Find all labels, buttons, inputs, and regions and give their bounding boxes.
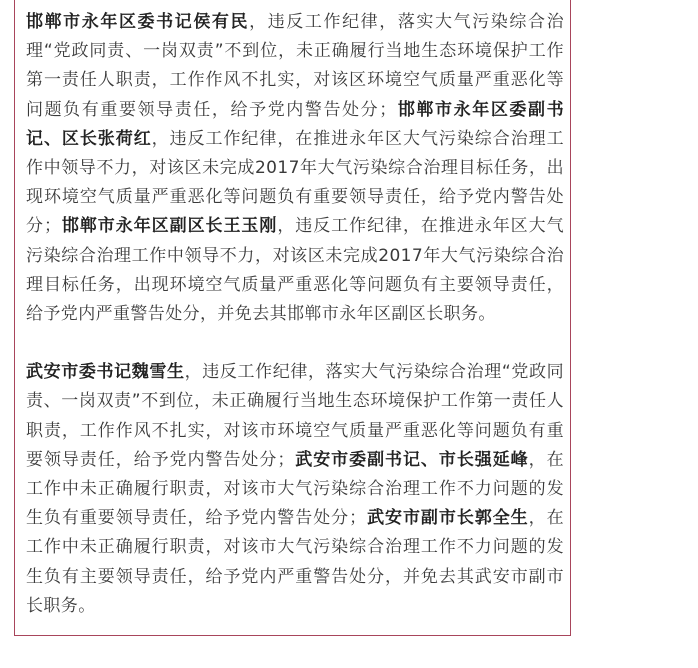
paragraph-wuan bbox=[26, 358, 564, 621]
paragraph-yongnian bbox=[26, 8, 564, 329]
official-name: 武安市副市长郭全生 bbox=[366, 508, 529, 529]
paragraph-text: ，违反工作纪律，落实大气污染综合治理“党政同责、一岗双责”不到位，未正确履行当地生态环境保护工作第一责任人职责，工作作风不扎实，对该区环境空气质量严重恶化等问题负有重要领导责任，给予党内警告处分； bbox=[26, 12, 564, 120]
official-name: 邯郸市永年区委书记侯有民 bbox=[26, 12, 250, 32]
paragraph-text: ，在工作中未正确履行职责，对该市大气污染综合治理工作不力问题的发生负有重要领导责任，给予党内警告处分； bbox=[26, 449, 564, 529]
official-name: 武安市委书记魏雪生 bbox=[26, 362, 185, 383]
paragraph-text: ，违反工作纪律，在推进永年区大气污染综合治理工作中领导不力，对该区未完成2017年大气污染综合治理目标任务，出现环境空气质量严重恶化等问题负有重要领导责任，给予党内警告处分； bbox=[26, 128, 564, 237]
article-body bbox=[26, 8, 564, 621]
official-name: 邯郸市永年区委副书记、区长张荷红 bbox=[26, 99, 565, 149]
official-name: 邯郸市永年区副区长王玉刚 bbox=[61, 216, 278, 237]
paragraph-text: ，在工作中未正确履行职责，对该市大气污染综合治理工作不力问题的发生负有主要领导责任，给予党内严重警告处分，并免去其武安市副市长职务。 bbox=[26, 508, 564, 616]
paragraph-text: ，违反工作纪律，在推进永年区大气污染综合治理工作中领导不力，对该区未完成2017年大气污染综合治理目标任务，出现环境空气质量严重恶化等问题负有主要领导责任，给予党内严重警告处分，并免去其邯郸市永年区副区长职务。 bbox=[26, 216, 564, 325]
paragraph-text: ，违反工作纪律，落实大气污染综合治理“党政同责、一岗双责”不到位，未正确履行当地生态环境保护工作第一责任人职责，工作作风不扎实，对该市环境空气质量严重恶化等问题负有重要领导责任，给予党内警告处分； bbox=[26, 362, 564, 470]
official-name: 武安市委副书记、市长强延峰 bbox=[294, 449, 529, 470]
